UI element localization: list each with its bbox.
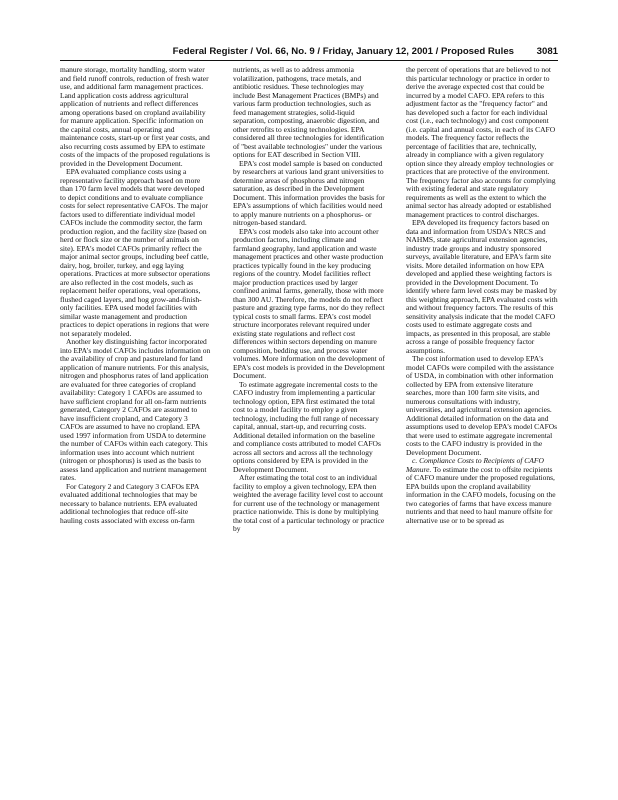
paragraph: After estimating the total cost to an individual facility to employ a given technology, EPA then weighted the average facility level cost to account for current use of the technology or management practice nationwide. This is done by multiplying the total cost of a particular technology or practice by [233,473,385,533]
paragraph: Another key distinguishing factor incorporated into EPA's model CAFOs includes information on the availability of crop and pastureland for land application of manure nutrients. For this analysis, nitrogen and phosphorus rates of land application are evaluated for three categories of cropland availability: Category 1 CAFOs are assumed to have sufficient cropland for all on-farm nutrients generated, Category 2 CAFOs are assumed to have insufficient cropland, and Category 3 CAFOs are assumed to have no cropland. EPA used 1997 information from USDA to determine the number of CAFOs within each category. This information uses into account which nutrient (nitrogen or phosphorus) is used as the basis to assess land application and nutrient management rates. [60,337,211,482]
header-rule [60,60,558,61]
paragraph: The cost information used to develop EPA's model CAFOs were compiled with the assistance of USDA, in combination with other information collected by EPA from extensive literature searches, more than 100 farm site visits, and numerous consultations with industry, universities, and agricultural extension agencies. Additional detailed information on the data and assumptions used to develop EPA's model CAFOs that were used to estimate aggregate incremental costs to the CAFO industry is provided in the Development Document. [406,354,558,457]
paragraph: EPA developed its frequency factors based on data and information from USDA's NRCS and NAHMS, state agricultural extension agencies, industry trade groups and industry sponsored surveys, available literature, and EPA's farm site visits. More detailed information on how EPA developed and applied these weighting factors is provided in the Development Document. To identify where farm level costs may be masked by this weighting approach, EPA evaluated costs with and without frequency factors. The results of this sensitivity analysis indicate that the model CAFO costs used to estimate aggregate costs and impacts, as presented in this proposal, are stable across a range of possible frequency factor assumptions. [406,218,558,355]
running-header [60,45,558,59]
paragraph: EPA's cost models also take into account other production factors, including climate and farmland geography, land application and waste management practices and other waste production practices typically found in the key producing regions of the country. Model facilities reflect major production practices used by larger confined animal farms, generally, those with more than 300 AU. Therefore, the models do not reflect pasture and grazing type farms, nor do they reflect typical costs to small farms. EPA's cost model structure incorporates relevant required under existing state regulations and reflect cost differences within sectors depending on manure composition, bedding use, and process water volumes. More information on the development of EPA's cost models is provided in the Development Document. [233,226,385,380]
column-2 [233,66,385,781]
subsection-text: To estimate the cost to offsite recipients of CAFO manure under the proposed regulations, EPA builds upon the cropland availability information in the CAFO models, focusing on the two categories of farms that have excess manure nutrients and that need to haul manure offsite for alternative use or to be spread as [406,464,556,525]
column-1 [60,66,212,781]
paragraph: To estimate aggregate incremental costs to the CAFO industry from implementing a particular technology option, EPA first estimated the total cost to a model facility to employ a given technology, including the full range of necessary capital, annual, start-up, and recurring costs. Additional detailed information on the baseline and compliance costs attributed to model CAFOs across all sectors and across all the technology options considered by EPA is provided in the Development Document. [233,379,381,474]
paragraph: nutrients, as well as to address ammonia volatilization, pathogens, trace metals, and antibiotic residues. These technologies may include Best Management Practices (BMPs) and various farm production technologies, such as feed management strategies, solid-liquid separation, composting, anaerobic digestion, and other retrofits to existing technologies. EPA considered all three technologies for identification of "best available technologies" under the various options for EAT described in Section VIII. [233,66,384,159]
column-3 [406,66,558,781]
page-number: 3081 [536,46,558,57]
paragraph: EPA evaluated compliance costs using a representative facility approach based on more than 170 farm level models that were developed to depict conditions and to evaluate compliance costs for select representative CAFOs. The major factors used to differentiate individual model CAFOs include the commodity sector, the farm production region, and the facility size (based on herd or flock size or the number of animals on site). EPA's model CAFOs primarily reflect the major animal sector groups, including beef cattle, dairy, hog, broiler, turkey, and egg laying operations. Practices at more subsector operations are also reflected in the cost models, such as replacement heifer operations, veal operations, flushed caged layers, and hog grow-and-finish-only facilities. EPA used model facilities with similar waste management and production practices to depict operations in regions that were not separately modeled. [60,167,210,338]
subsection-paragraph [406,457,558,525]
subsection-heading: c. Compliance Costs to Recipients of CAFO Manure. [406,456,544,474]
paragraph: manure storage, mortality handling, storm water and field runoff controls, reduction of fresh water use, and additional farm management practices. Land application costs address agricultural application of nutrients and reflect differences among operations based on cropland availability for manure application. Specific information on the capital costs, annual operating and maintenance costs, start-up or first year costs, and also recurring costs assumed by EPA to estimate costs of the impacts of the proposed regulations is provided in the Development Document. [60,66,210,168]
paragraph: the percent of operations that are believed to not this particular technology or practice in order to derive the average expected cost that could be incurred by a model CAFO. EPA refers to this adjustment factor as the "frequency factor" and has developed such a factor for each individual cost (i.e., each technology) and cost component (i.e. capital and annual costs, in each of its CAFO models. The frequency factor reflects the percentage of facilities that are, technically, already in compliance with a given regulatory option since they already employ technologies or practices that are protective of the environment. The frequency factor also accounts for complying with existing federal and state regulatory requirements as well as the extent to which the animal sector has already adopted or established management practices to control discharges. [406,66,556,219]
paragraph: EPA's cost model sample is based on conducted by researchers at various land grant universities to determine areas of phosphorus and nitrogen saturation, as described in the Development Document. This information provides the basis for EPA's assumptions of which facilities would need to apply manure nutrients on a phosphorus- or nitrogen-based standard. [233,158,385,227]
paragraph: For Category 2 and Category 3 CAFOs EPA evaluated additional technologies that may be necessary to balance nutrients. EPA evaluated additional technologies that reduce off-site hauling costs associated with excess on-farm [60,481,199,525]
running-head: Federal Register / Vol. 66, No. 9 / Friday, January 12, 2001 / Proposed Rules [172,46,514,57]
